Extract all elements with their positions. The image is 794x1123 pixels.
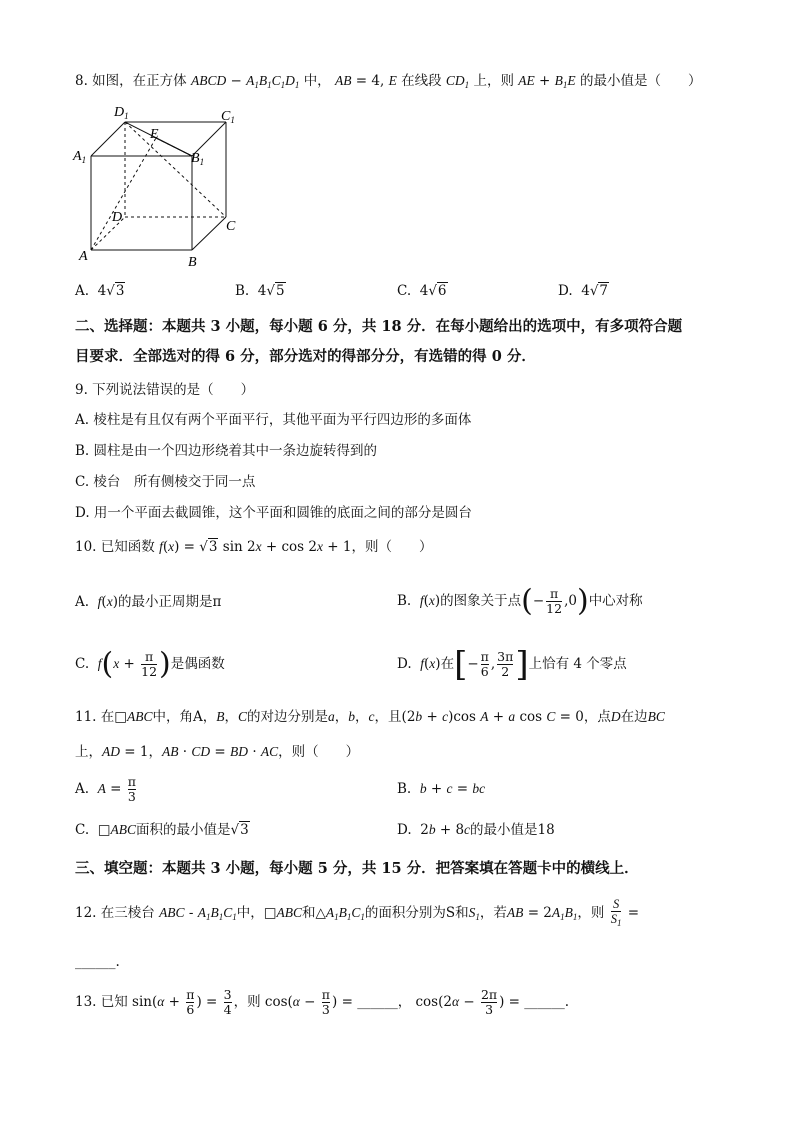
q11-option-a[interactable]: A. A = $\frac{\pi}{3}$ [75,774,137,804]
q12-answer-blank[interactable]: ______. [75,954,120,970]
q8-option-c[interactable]: C. 4√6 [397,283,447,299]
section3-heading: 三、填空题：本题共 3 小题，每小题 5 分，共 15 分．把答案填在答题卡中的横线上． [75,860,639,877]
q8-option-a[interactable]: A. 4√3 [75,283,125,299]
q9-option-d[interactable]: D. 用一个平面去截圆锥，这个平面和圆锥的底面之间的部分是圆台 [75,505,472,521]
q8-option-d[interactable]: D. 4√7 [558,283,609,299]
q13-blank-2[interactable]: ______ [524,994,565,1010]
section2-heading-line1: 二、选择题：本题共 3 小题，每小题 6 分，共 18 分．在每小题给出的选项中，有多项符合题 [75,318,683,335]
label-C1: $C_1$ [221,109,235,125]
q10-option-c[interactable]: C. f(x + $\frac{\pi}{12}$ )是偶函数 [75,646,225,682]
q9-option-b[interactable]: B. 圆柱是由一个四边形绕着其中一条边旋转得到的 [75,443,378,459]
q9-option-a[interactable]: A. 棱柱是有且仅有两个平面平行，其他平面为平行四边形的多面体 [75,412,472,428]
cube-figure [70,100,260,275]
q10-option-b[interactable]: B. f(x)的图象关于点(− $\frac{\pi}{12}$ ,0)中心对称 [397,583,643,619]
q13-blank-1[interactable]: ______ [357,994,398,1010]
q10-option-a[interactable]: A. f(x)的最小正周期是π [75,594,222,610]
q10-stem: 10. 已知函数 f(x) = √3 sin 2x + cos 2x + 1，则（ ） [75,539,433,555]
label-B: B [188,255,197,270]
label-B1: $B_1$ [191,151,205,167]
label-A: A [79,249,88,264]
label-D: D [112,210,123,225]
label-C: C [226,219,236,234]
q9-option-c[interactable]: C. 棱台 所有侧棱交于同一点 [75,474,256,490]
q10-option-d[interactable]: D. f(x)在[− $\frac{\pi}{6}$ , $\frac{3\pi}{2}$ ]上恰有 4 个零点 [397,644,627,685]
q11-option-d[interactable]: D. 2b + 8c的最小值是18 [397,822,555,838]
q8-option-b[interactable]: B. 4√5 [235,283,285,299]
section2-heading-line2: 目要求．全部选对的得 6 分，部分选对的得部分分，有选错的得 0 分． [75,348,536,365]
label-E: E [150,127,159,142]
label-D1: $D_1$ [114,105,129,121]
q8-stem: 8. 如图，在正方体 ABCD − $A_1B_1C_1D_1$ 中， AB = 4, E 在线段 $CD_1$ 上，则 AE + $B_1E$ 的最小值是（ ） [75,73,702,90]
q11-stem-line1: 11. 在□ABC中，角A，B，C的对边分别是a，b，c，且(2b + c)cos A + a cos C = 0，点D在边BC [75,709,665,725]
label-A1: $A_1$ [73,149,87,165]
q11-option-b[interactable]: B. b + c = bc [397,781,486,797]
q9-stem: 9. 下列说法错误的是（ ） [75,382,255,398]
q12-stem: 12. 在三棱台 ABC - $A_1B_1C_1$中，□ABC和$\triangle A_1B_1C_1$的面积分别为S和$S_1$，若AB = $2A_1B_1$，则 $\frac{S}{S_1}$ = [75,897,640,928]
q13-stem: 13. 已知 sin(α + $\frac{\pi}{6}$ ) = $\frac{3}{4}$ ，则 cos(α − $\frac{\pi}{3}$ ) = ______， cos(2α − $\frac{2\pi}{3}$ ) = ______. [75,987,570,1017]
q11-stem-line2: 上，AD = 1，AB · CD = BD · AC，则（ ） [75,744,360,760]
q11-option-c[interactable]: C. □ABC面积的最小值是√3 [75,822,249,838]
